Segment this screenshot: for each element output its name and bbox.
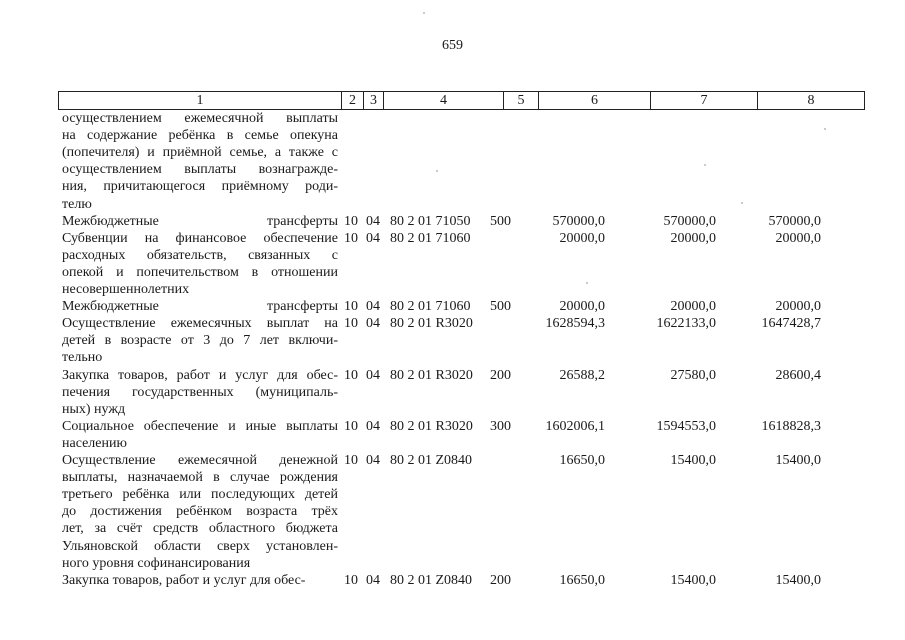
row-value-col6: 20000,0	[559, 230, 605, 246]
row-text: Ульяновской области сверх установлен-	[62, 538, 338, 554]
column-header-8: 8	[758, 92, 865, 110]
row-subsection: 04	[366, 213, 380, 229]
page-number: 659	[442, 38, 463, 53]
table-row	[0, 332, 905, 349]
table-row	[0, 196, 905, 213]
row-text: населению	[62, 435, 127, 451]
row-value-col6: 26588,2	[559, 367, 605, 383]
table-row	[0, 538, 905, 555]
row-value-col7: 15400,0	[670, 453, 716, 468]
table-row	[0, 213, 905, 230]
row-text: телю	[62, 196, 92, 212]
row-target-code: 80 2 01 R3020	[390, 316, 473, 332]
row-text: третьего ребёнка или последующих детей	[62, 487, 338, 503]
row-value-col7: 20000,0	[670, 299, 716, 315]
row-value-col6: 20000,0	[559, 299, 605, 315]
table-row	[0, 264, 905, 281]
table-row	[0, 110, 905, 127]
row-value-col8: 570000,0	[768, 213, 821, 229]
row-value-col6: 570000,0	[552, 213, 605, 229]
row-subsection: 04	[366, 299, 380, 315]
row-expense-type: 300	[490, 418, 511, 434]
row-target-code: 80 2 01 Z0840	[390, 453, 473, 468]
table-row	[0, 349, 905, 366]
table-row	[0, 161, 905, 178]
row-text: выплаты, назначаемой в случае рождения	[62, 470, 338, 486]
table-row	[0, 572, 905, 589]
table-row	[0, 230, 905, 247]
table-row	[0, 281, 905, 298]
column-header-2: 2	[342, 92, 364, 110]
row-text: ных) нужд	[62, 401, 126, 417]
row-subsection: 04	[366, 453, 380, 468]
row-text: осуществлением ежемесячной выплаты	[62, 111, 338, 126]
table-row	[0, 469, 905, 486]
row-text: Социальное обеспечение и иные выплаты	[62, 418, 338, 434]
row-value-col6: 16650,0	[559, 453, 605, 468]
row-section: 10	[344, 367, 358, 383]
column-header-1: 1	[59, 92, 342, 110]
row-text: лет, за счёт средств областного бюджета	[62, 521, 338, 537]
table-row	[0, 367, 905, 384]
row-section: 10	[344, 453, 358, 468]
table-row	[0, 435, 905, 452]
row-expense-type: 500	[490, 213, 511, 229]
row-subsection: 04	[366, 418, 380, 434]
table-row	[0, 127, 905, 144]
row-expense-type: 500	[490, 299, 511, 315]
row-value-col6: 1628594,3	[545, 316, 605, 332]
row-text: печения государственных (муниципаль-	[62, 384, 338, 400]
table-row	[0, 555, 905, 572]
row-section: 10	[344, 572, 358, 588]
row-value-col7: 15400,0	[670, 572, 716, 588]
row-section: 10	[344, 299, 358, 315]
column-header-4: 4	[384, 92, 504, 110]
row-text: Осуществление ежемесячной денежной	[62, 453, 338, 468]
scan-speck	[586, 282, 588, 284]
row-subsection: 04	[366, 572, 380, 588]
row-value-col8: 20000,0	[775, 299, 821, 315]
row-text: расходных обязательств, связанных с	[62, 247, 338, 263]
row-text: ного уровня софинансирования	[62, 555, 251, 571]
row-expense-type: 200	[490, 367, 511, 383]
row-value-col7: 1622133,0	[656, 316, 716, 332]
row-text: ния, причитающегося приёмному роди-	[62, 179, 338, 195]
row-section: 10	[344, 213, 358, 229]
row-value-col8: 1618828,3	[761, 418, 821, 434]
row-value-col8: 15400,0	[775, 453, 821, 468]
table-row	[0, 298, 905, 315]
scan-speck	[741, 202, 743, 204]
row-value-col8: 15400,0	[775, 572, 821, 588]
row-section: 10	[344, 230, 358, 246]
table-row	[0, 418, 905, 435]
row-subsection: 04	[366, 230, 380, 246]
row-text: Межбюджетные трансферты	[62, 299, 338, 315]
column-header-6: 6	[539, 92, 651, 110]
scan-speck	[704, 164, 706, 166]
row-subsection: 04	[366, 367, 380, 383]
row-text: опекой и попечительством в отношении	[62, 264, 338, 280]
scan-speck	[824, 128, 826, 130]
row-value-col8: 28600,4	[775, 367, 821, 383]
row-target-code: 80 2 01 71060	[390, 230, 471, 246]
row-target-code: 80 2 01 71060	[390, 299, 471, 315]
table-row	[0, 384, 905, 401]
row-text: до достижения ребёнком возраста трёх	[62, 504, 338, 520]
row-value-col7: 27580,0	[670, 367, 716, 383]
row-value-col6: 1602006,1	[545, 418, 605, 434]
column-header-7: 7	[651, 92, 758, 110]
row-text: Осуществление ежемесячных выплат на	[62, 316, 338, 332]
table-row	[0, 520, 905, 537]
row-target-code: 80 2 01 R3020	[390, 367, 473, 383]
row-value-col7: 1594553,0	[656, 418, 716, 434]
table-row	[0, 452, 905, 469]
table-row	[0, 486, 905, 503]
row-text: на содержание ребёнка в семье опекуна	[62, 128, 338, 144]
scan-speck	[423, 12, 425, 14]
table-row	[0, 144, 905, 161]
row-text: несовершеннолетних	[62, 282, 190, 297]
table-row	[0, 315, 905, 332]
row-expense-type: 200	[490, 572, 511, 588]
row-text: детей в возрасте от 3 до 7 лет включи-	[62, 333, 338, 349]
table-row	[0, 247, 905, 264]
row-subsection: 04	[366, 316, 380, 332]
column-header-3: 3	[364, 92, 384, 110]
row-value-col8: 20000,0	[775, 230, 821, 246]
row-value-col7: 20000,0	[670, 230, 716, 246]
row-text: Закупка товаров, работ и услуг для обес-	[62, 572, 306, 588]
row-target-code: 80 2 01 71050	[390, 213, 471, 229]
row-target-code: 80 2 01 Z0840	[390, 572, 473, 588]
row-text: осуществлением выплаты вознагражде-	[62, 162, 338, 178]
row-value-col7: 570000,0	[663, 213, 716, 229]
column-header-5: 5	[504, 92, 539, 110]
table-row	[0, 503, 905, 520]
row-target-code: 80 2 01 R3020	[390, 418, 473, 434]
row-value-col6: 16650,0	[559, 572, 605, 588]
table-row	[0, 401, 905, 418]
row-text: тельно	[62, 350, 103, 366]
row-value-col8: 1647428,7	[761, 316, 821, 332]
row-text: Межбюджетные трансферты	[62, 213, 338, 229]
row-text: Субвенции на финансовое обеспечение	[62, 230, 338, 246]
row-section: 10	[344, 316, 358, 332]
row-text: Закупка товаров, работ и услуг для обес-	[62, 367, 338, 383]
row-text: (попечителя) и приёмной семье, а также с	[62, 145, 338, 161]
table-row	[0, 178, 905, 195]
scan-speck	[436, 170, 438, 172]
row-section: 10	[344, 418, 358, 434]
